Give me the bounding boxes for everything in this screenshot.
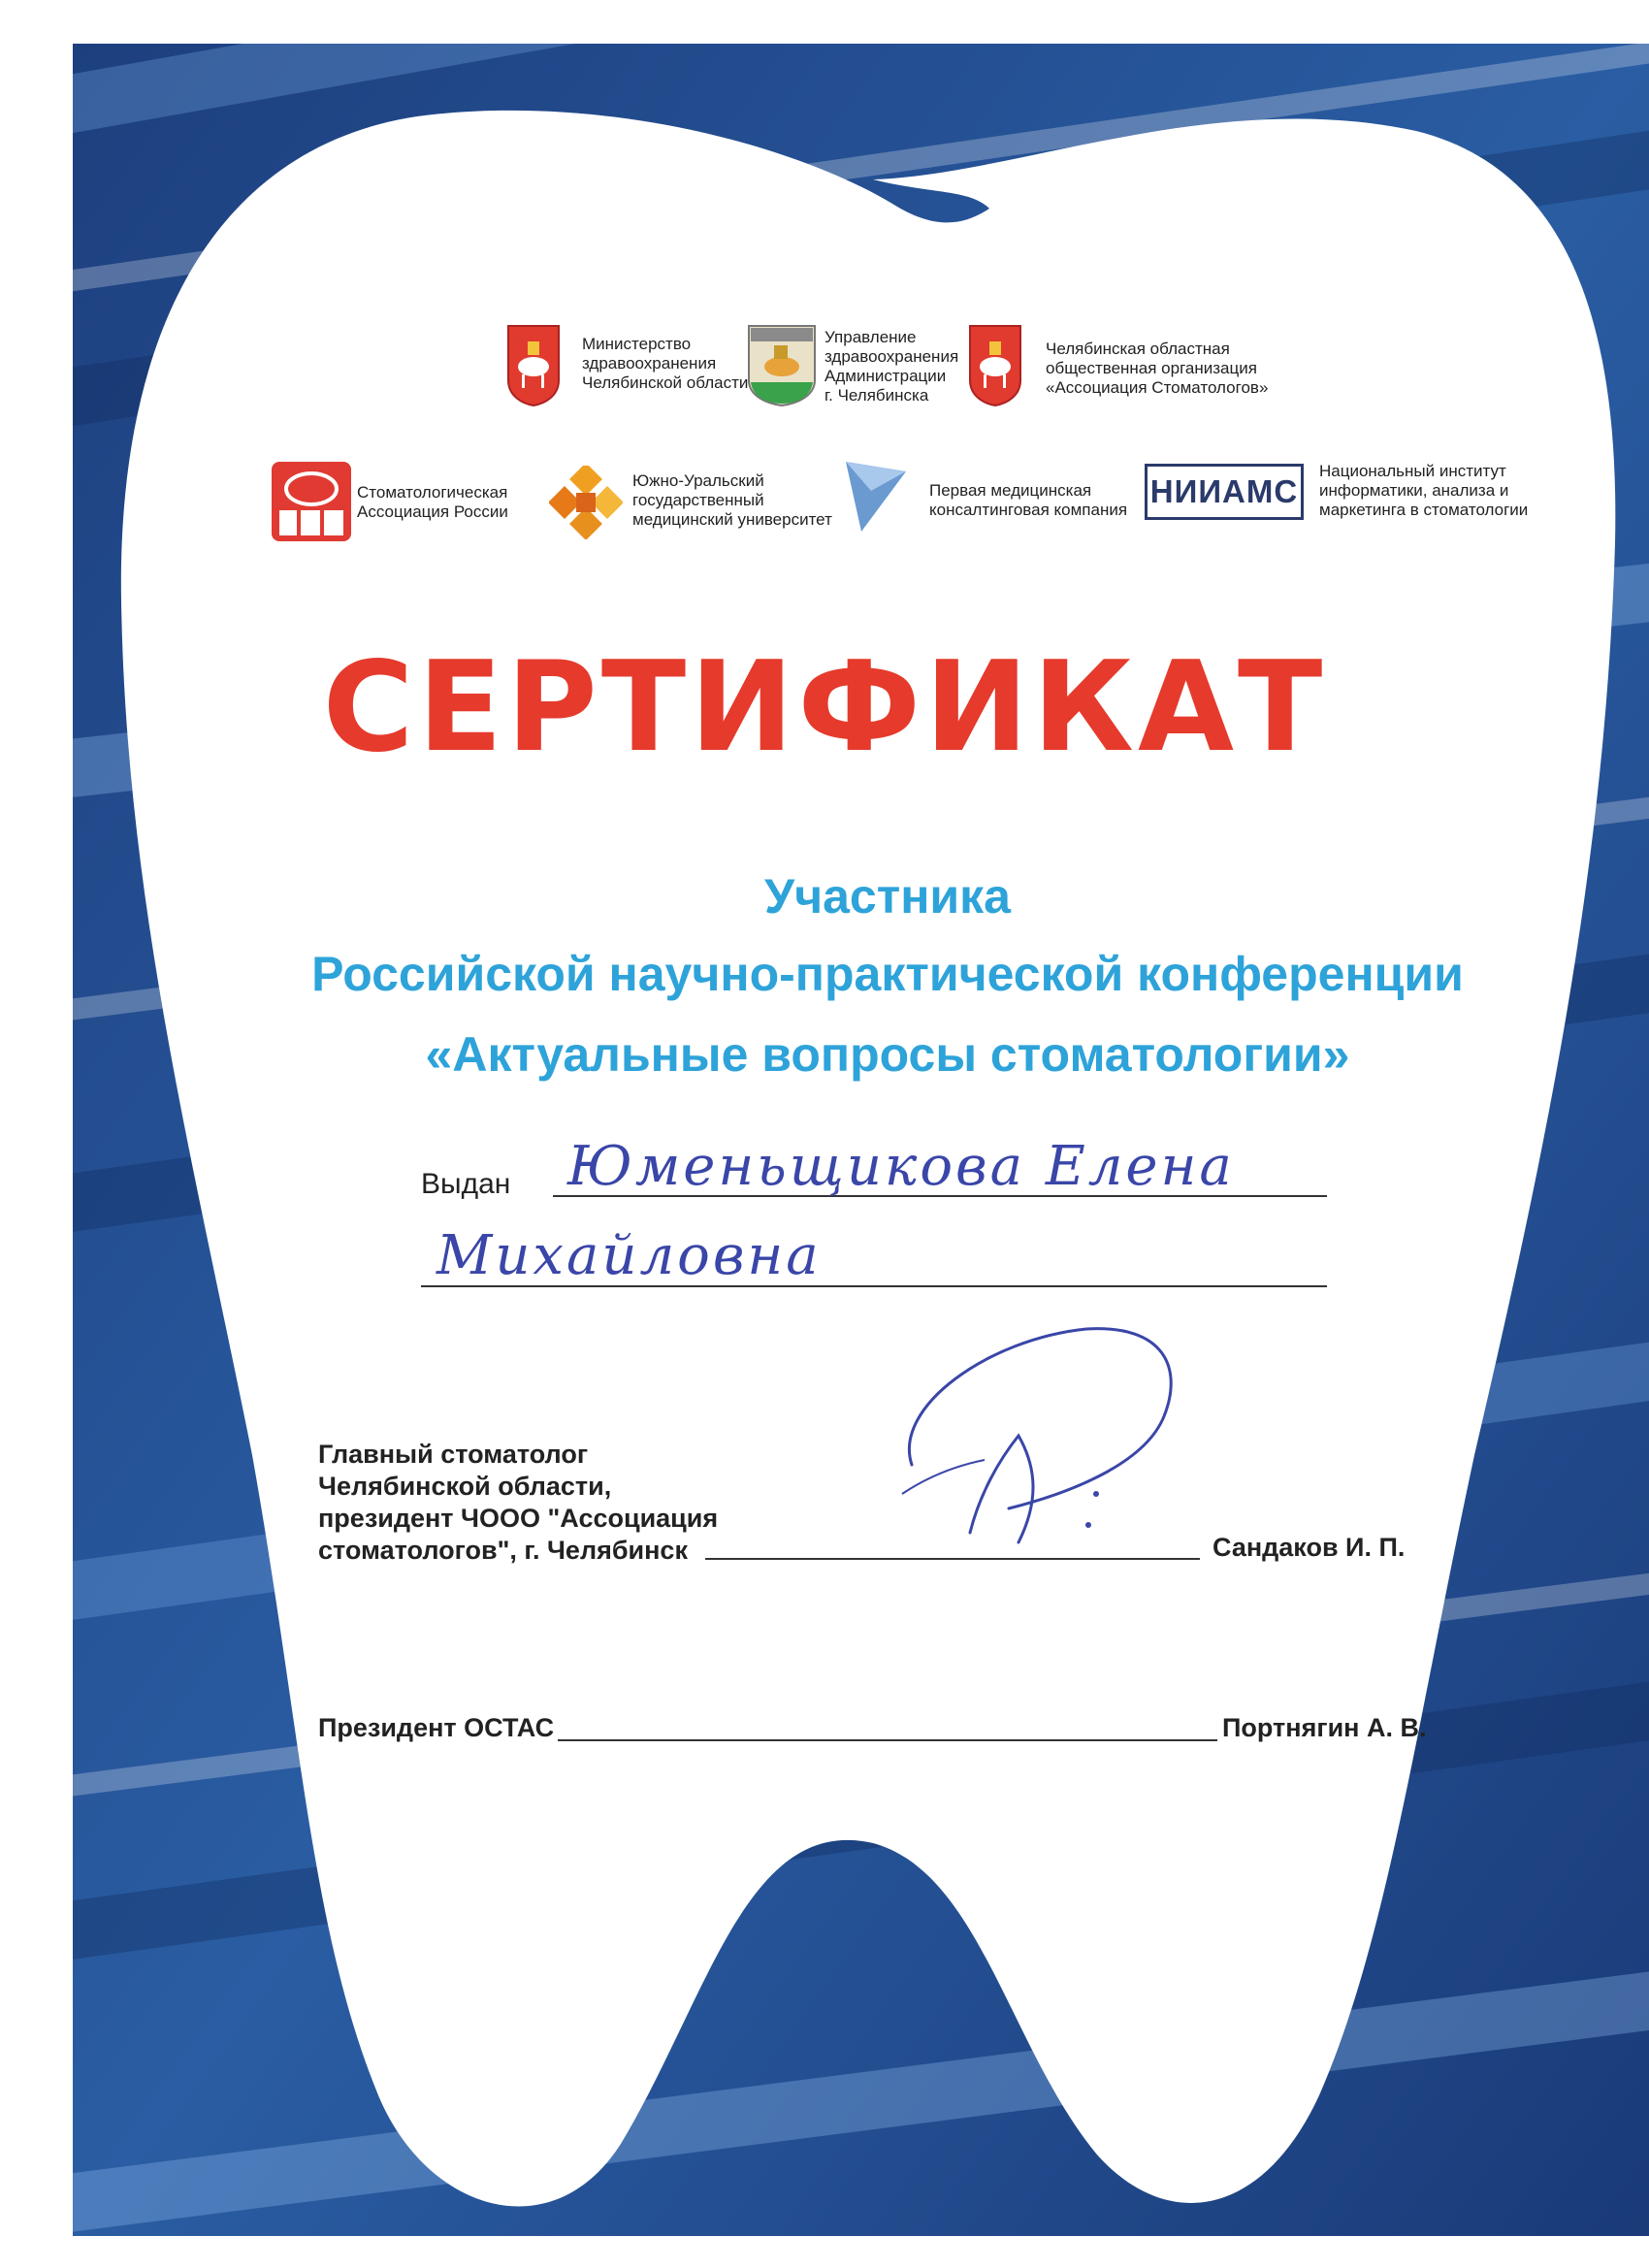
signatory-2-line xyxy=(558,1739,1217,1741)
niiams-logo-icon xyxy=(1145,464,1304,520)
niiams-logo-text: НИИАМС xyxy=(1149,473,1299,509)
chelyabinsk-coat-of-arms-icon xyxy=(506,324,561,407)
recipient-name-line1: Юменьщикова Елена xyxy=(567,1135,1235,1198)
triangle-logo-icon xyxy=(842,458,910,535)
handwritten-signature xyxy=(873,1300,1222,1571)
logo-text-association: Челябинская областная общественная организация «Ассоциация Стоматологов» xyxy=(1046,340,1269,397)
chelyabinsk-coat-of-arms-icon xyxy=(968,324,1022,407)
signatory-2-name: Портнягин А. В. xyxy=(1222,1713,1427,1742)
issued-label: Выдан xyxy=(421,1168,511,1200)
logo-text-niiams: Национальный институт информатики, анализа и маркетинга в стоматологии xyxy=(1319,462,1529,519)
logo-text-star: Стоматологическая Ассоциация России xyxy=(357,483,508,521)
signatory-1-role: Главный стоматолог Челябинской области, президент ЧООО "Ассоциация стоматологов", г. Челябинск xyxy=(318,1440,719,1565)
star-association-logo-icon xyxy=(270,460,353,543)
signatory-1-name: Сандаков И. П. xyxy=(1212,1533,1406,1562)
subtitle-conference: Российской научно-практической конференции xyxy=(311,947,1464,1001)
susmu-logo-icon xyxy=(549,466,623,539)
chelyabinsk-city-coat-of-arms-icon xyxy=(747,324,817,407)
signatory-1-line xyxy=(705,1558,1200,1560)
signatory-2-role: Президент ОСТАС xyxy=(318,1713,555,1742)
certificate-title: СЕРТИФИКАТ xyxy=(322,635,1327,780)
logo-text-ministry: Министерство здравоохранения Челябинской области xyxy=(582,335,749,392)
logo-text-consulting: Первая медицинская консалтинговая компания xyxy=(929,481,1128,519)
recipient-name-line2: Михайловна xyxy=(436,1224,822,1287)
subtitle-conference-name: «Актуальные вопросы стоматологии» xyxy=(425,1027,1350,1082)
logo-text-susmu: Южно-Уральский государственный медицинский университет xyxy=(632,471,832,529)
subtitle-participant: Участника xyxy=(763,869,1011,923)
logo-text-city: Управление здравоохранения Администрации г. Челябинска xyxy=(824,328,959,405)
